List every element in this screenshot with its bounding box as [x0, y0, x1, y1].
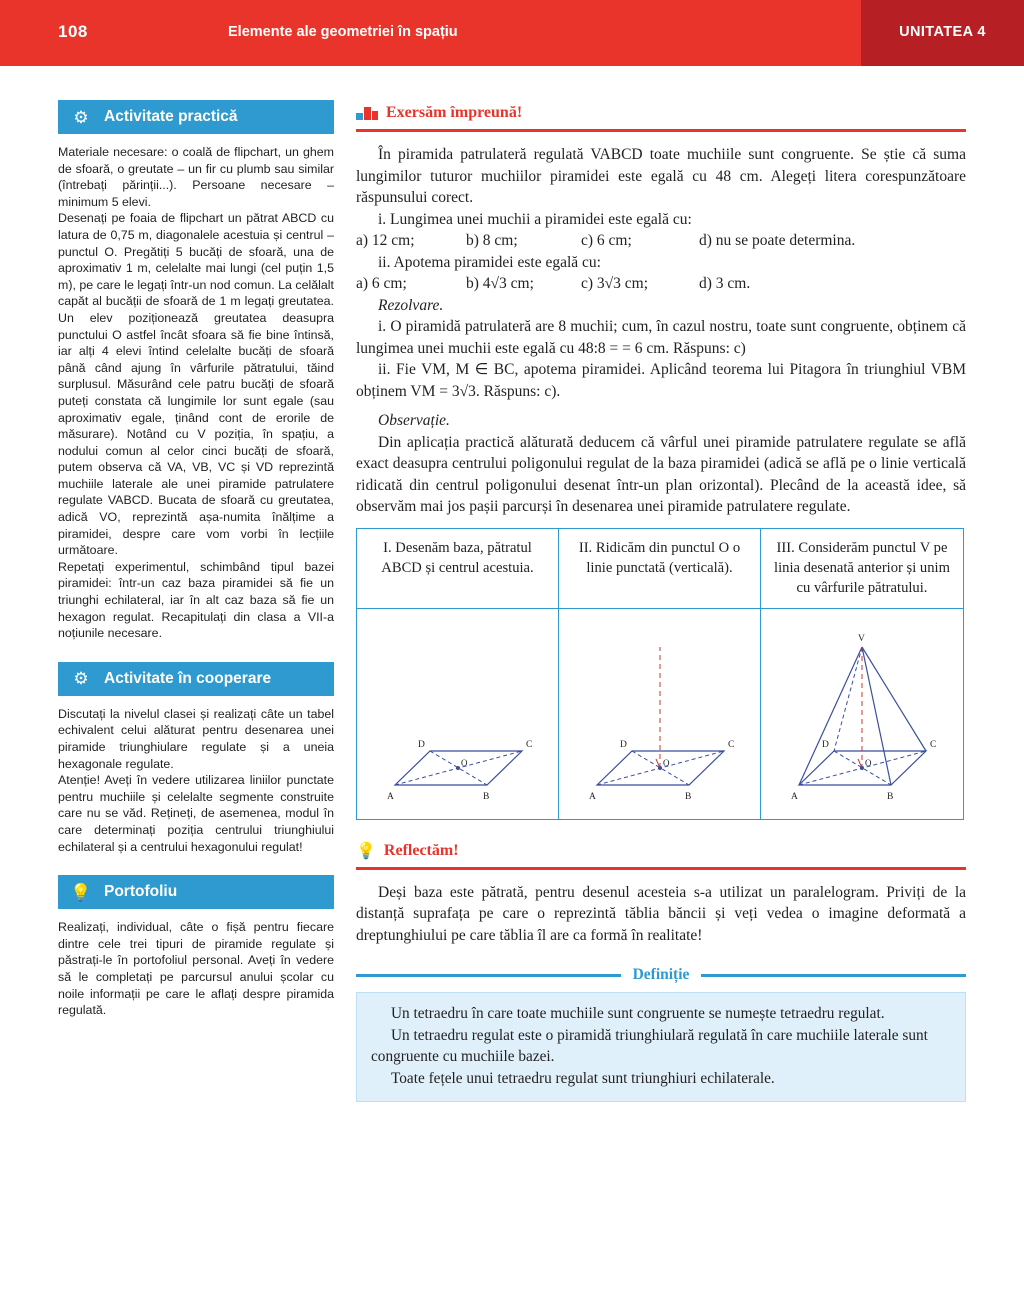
svg-text:D: D: [822, 739, 829, 750]
paragraph: Realizați, individual, câte o fișă pentru fiecare dintre cele trei tipuri de piramide regulate și păstrați-le în portofoliul personal. Aveți în vedere să le completați pe parcursul anului școlar cu noile informații pe care le aflați despre piramida regulată.: [58, 920, 334, 1018]
option-b: b) 4√3 cm;: [466, 275, 534, 292]
question-1-options: [356, 230, 966, 252]
squares-icon: [356, 105, 378, 121]
paragraph: Desenați pe foaia de flipchart un pătrat ABCD cu latura de 0,75 m, diagonalele acestuia și centrul – punctul O. Pregătiți 5 bucăți de sfoară, una de aproximativ 1 m, celelalte mai lungi (cel puțin 1,5 m), pe care le legați într-un nod comun. La celălalt capăt al bucății de sfoară de 1 m legați greutatea. Un elev poziționează greutatea deasupra punctului O astfel încât sfoara să fie bine întinsă, iar alți 4 elevi întind celelalte bucăți de sfoară până când ajung în vârfurile pătratului, tăind surplusul. Măsurând cele patru bucăți de sfoară puteți constata că lungimile lor sunt egale (sau aproximativ egale, ținând cont de erorile de măsurare). Notând cu V poziția, în spațiu, a nodului comun al celor cinci bucăți de sfoară, putem observa că VA, VB, VC și VD reprezintă muchiile laterale ale unei piramide patrulatere regulate VABCD. Bucata de sfoară cu greutatea, adică VO, reprezintă așa-numita înălțime a piramidei, despre care vom vorbi în lecțiile următoare.: [58, 211, 334, 558]
svg-text:D: D: [620, 739, 627, 750]
option-d: d) 3 cm.: [699, 275, 751, 292]
definitie-header: [356, 966, 966, 984]
bulb-icon: 💡: [356, 842, 376, 860]
svg-text:V: V: [858, 633, 865, 644]
page-number: 108: [58, 22, 88, 41]
svg-text:B: B: [685, 791, 692, 802]
step-2-label: II. Ridicăm din punctul O o linie punctată (verticală).: [559, 529, 761, 609]
observatie-text: Din aplicația practică alăturată deducem că vârful unei piramide patrulatere regulate se află exact deasupra centrului poligonului regulat de la baza piramidei (adică se află pe o linie verticală ridicată din centrul poligonului desenat într-un plan orizontal). Plecând de la această idee, să observăm mai jos pașii parcurși în desenarea unei piramide patrulatere regulate.: [356, 433, 966, 515]
svg-text:O: O: [461, 757, 468, 768]
reflectam-header: [356, 838, 966, 864]
paragraph: Materiale necesare: o coală de flipchart, un ghem de sfoară, o greutate – un fir cu plumb sau similar (întrebați părinții...). Persoane necesare – minimum 5 elevi.: [58, 145, 334, 209]
definition-paragraph: Un tetraedru în care toate muchiile sunt congruente se numește tetraedru regulat.: [391, 1005, 885, 1022]
gear-icon: ⚙: [73, 107, 89, 127]
option-d: d) nu se poate determina.: [699, 232, 856, 249]
square-base-with-vertical-figure: [559, 609, 761, 819]
paragraph: Deși baza este pătrată, pentru desenul acesteia s-a utilizat un paralelogram. Priviți de la distanță suprafața pe care o reprezintă tăblia băncii și veți vedea o imagine deformată a dreptunghiului pe care tăblia îl are ca formă în realitate!: [356, 883, 966, 944]
observatie-label: Observație.: [378, 412, 450, 429]
paragraph: Repetați experimentul, schimbând tipul bazei piramidei: într-un caz baza piramidei să fie un triunghi echilateral, iar în alt caz baza să fie un hexagon regulat. Recapitulați din clasa a VII-a noțiunile necesare.: [58, 559, 334, 641]
question-2: ii. Apotema piramidei este egală cu:: [378, 253, 601, 271]
section-header-activitate-cooperare: [58, 662, 334, 696]
step-1-label: I. Desenăm baza, pătratul ABCD și centrul acestuia.: [357, 529, 559, 609]
svg-text:C: C: [728, 739, 735, 750]
steps-header-row: [357, 529, 963, 609]
exersam-header: [356, 100, 966, 126]
option-c: c) 6 cm;: [581, 232, 632, 249]
definitie-title: Definiție: [632, 966, 690, 983]
step-3-figure-cell: [761, 609, 963, 819]
svg-text:O: O: [663, 757, 670, 768]
section-header-activitate-practica: [58, 100, 334, 134]
definition-paragraph: Un tetraedru regulat este o piramidă triunghiulară regulată în care muchiile laterale sunt congruente cu muchiile bazei.: [371, 1026, 928, 1065]
rezolvare-label: Rezolvare.: [378, 296, 444, 314]
section-title: Activitate în cooperare: [104, 669, 272, 687]
page-header: [0, 0, 1024, 66]
section-title: Portofoliu: [104, 883, 178, 901]
svg-text:A: A: [589, 791, 596, 802]
definition-paragraph: Toate fețele unui tetraedru regulat sunt triunghiuri echilaterale.: [391, 1069, 775, 1087]
step-2-figure-cell: [559, 609, 761, 819]
svg-text:C: C: [930, 739, 937, 750]
chapter-title: Elemente ale geometriei în spațiu: [228, 24, 458, 40]
svg-text:A: A: [791, 791, 798, 802]
option-a: a) 6 cm;: [356, 275, 407, 292]
unit-label: UNITATEA 4: [899, 24, 986, 40]
bulb-icon: 💡: [70, 882, 92, 902]
divider-left: [356, 974, 621, 977]
solution-2: ii. Fie VM, M ∈ BC, apotema piramidei. Aplicând teorema lui Pitagora în triunghiul VBM obținem VM = 3√3. Răspuns: c).: [356, 361, 966, 400]
svg-text:B: B: [887, 791, 894, 802]
divider: [356, 129, 966, 132]
activitate-practica-text: [58, 144, 334, 642]
paragraph: Discutați la nivelul clasei și realizați câte un tabel echivalent celui alăturat pentru desenarea unei piramide triunghiulare regulate și a uneia hexagonale regulate.: [58, 706, 334, 771]
portofoliu-text: [58, 919, 334, 1019]
divider: [356, 867, 966, 870]
intro-paragraph: În piramida patrulateră regulată VABCD toate muchiile sunt congruente. Se știe că suma lungimilor tuturor muchiilor piramidei este egală cu 48 cm. Alegeți litera corespunzătoare răspunsului corect.: [356, 146, 966, 206]
definitie-box: [356, 992, 966, 1102]
reflectam-title: Reflectăm!: [383, 841, 459, 859]
svg-text:A: A: [387, 791, 394, 802]
svg-text:O: O: [865, 757, 872, 768]
gear-icon: ⚙: [73, 669, 89, 689]
square-base-figure: [357, 609, 559, 819]
svg-text:D: D: [418, 739, 425, 750]
question-1: i. Lungimea unei muchii a piramidei este egală cu:: [378, 210, 692, 228]
pyramid-figure: [761, 609, 963, 819]
svg-text:B: B: [483, 791, 490, 802]
svg-text:C: C: [526, 739, 533, 750]
paragraph: Atenție! Aveți în vedere utilizarea liniilor punctate pentru muchiile și celelalte segmente construite care nu se văd. Rețineți, de asemenea, modul în care determinați poziția centrului triunghiului echilateral și a centrului hexagonului regulat!: [58, 773, 334, 854]
exersam-body: [356, 144, 966, 518]
step-3-label: III. Considerăm punctul V pe linia desenată anterior și unim cu vârfurile pătratului.: [761, 529, 963, 609]
activitate-cooperare-text: [58, 706, 334, 855]
option-c: c) 3√3 cm;: [581, 275, 649, 292]
section-title: Activitate practică: [104, 108, 238, 125]
step-1-figure-cell: [357, 609, 559, 819]
question-2-options: [356, 273, 966, 295]
left-column: [58, 100, 334, 1019]
exersam-title: Exersăm împreună!: [386, 104, 523, 121]
right-column: [356, 100, 966, 1102]
divider-right: [701, 974, 966, 977]
reflectam-body: [356, 882, 966, 947]
solution-1: i. O piramidă patrulateră are 8 muchii; cum, în cazul nostru, toate sunt congruente, obținem că lungimea unei muchii este egală cu 48:8 = = 6 cm. Răspuns: c): [356, 318, 966, 357]
section-header-portofoliu: [58, 875, 334, 909]
steps-table: [356, 528, 964, 820]
option-a: a) 12 cm;: [356, 232, 415, 249]
steps-figure-row: [357, 609, 963, 819]
option-b: b) 8 cm;: [466, 232, 518, 249]
